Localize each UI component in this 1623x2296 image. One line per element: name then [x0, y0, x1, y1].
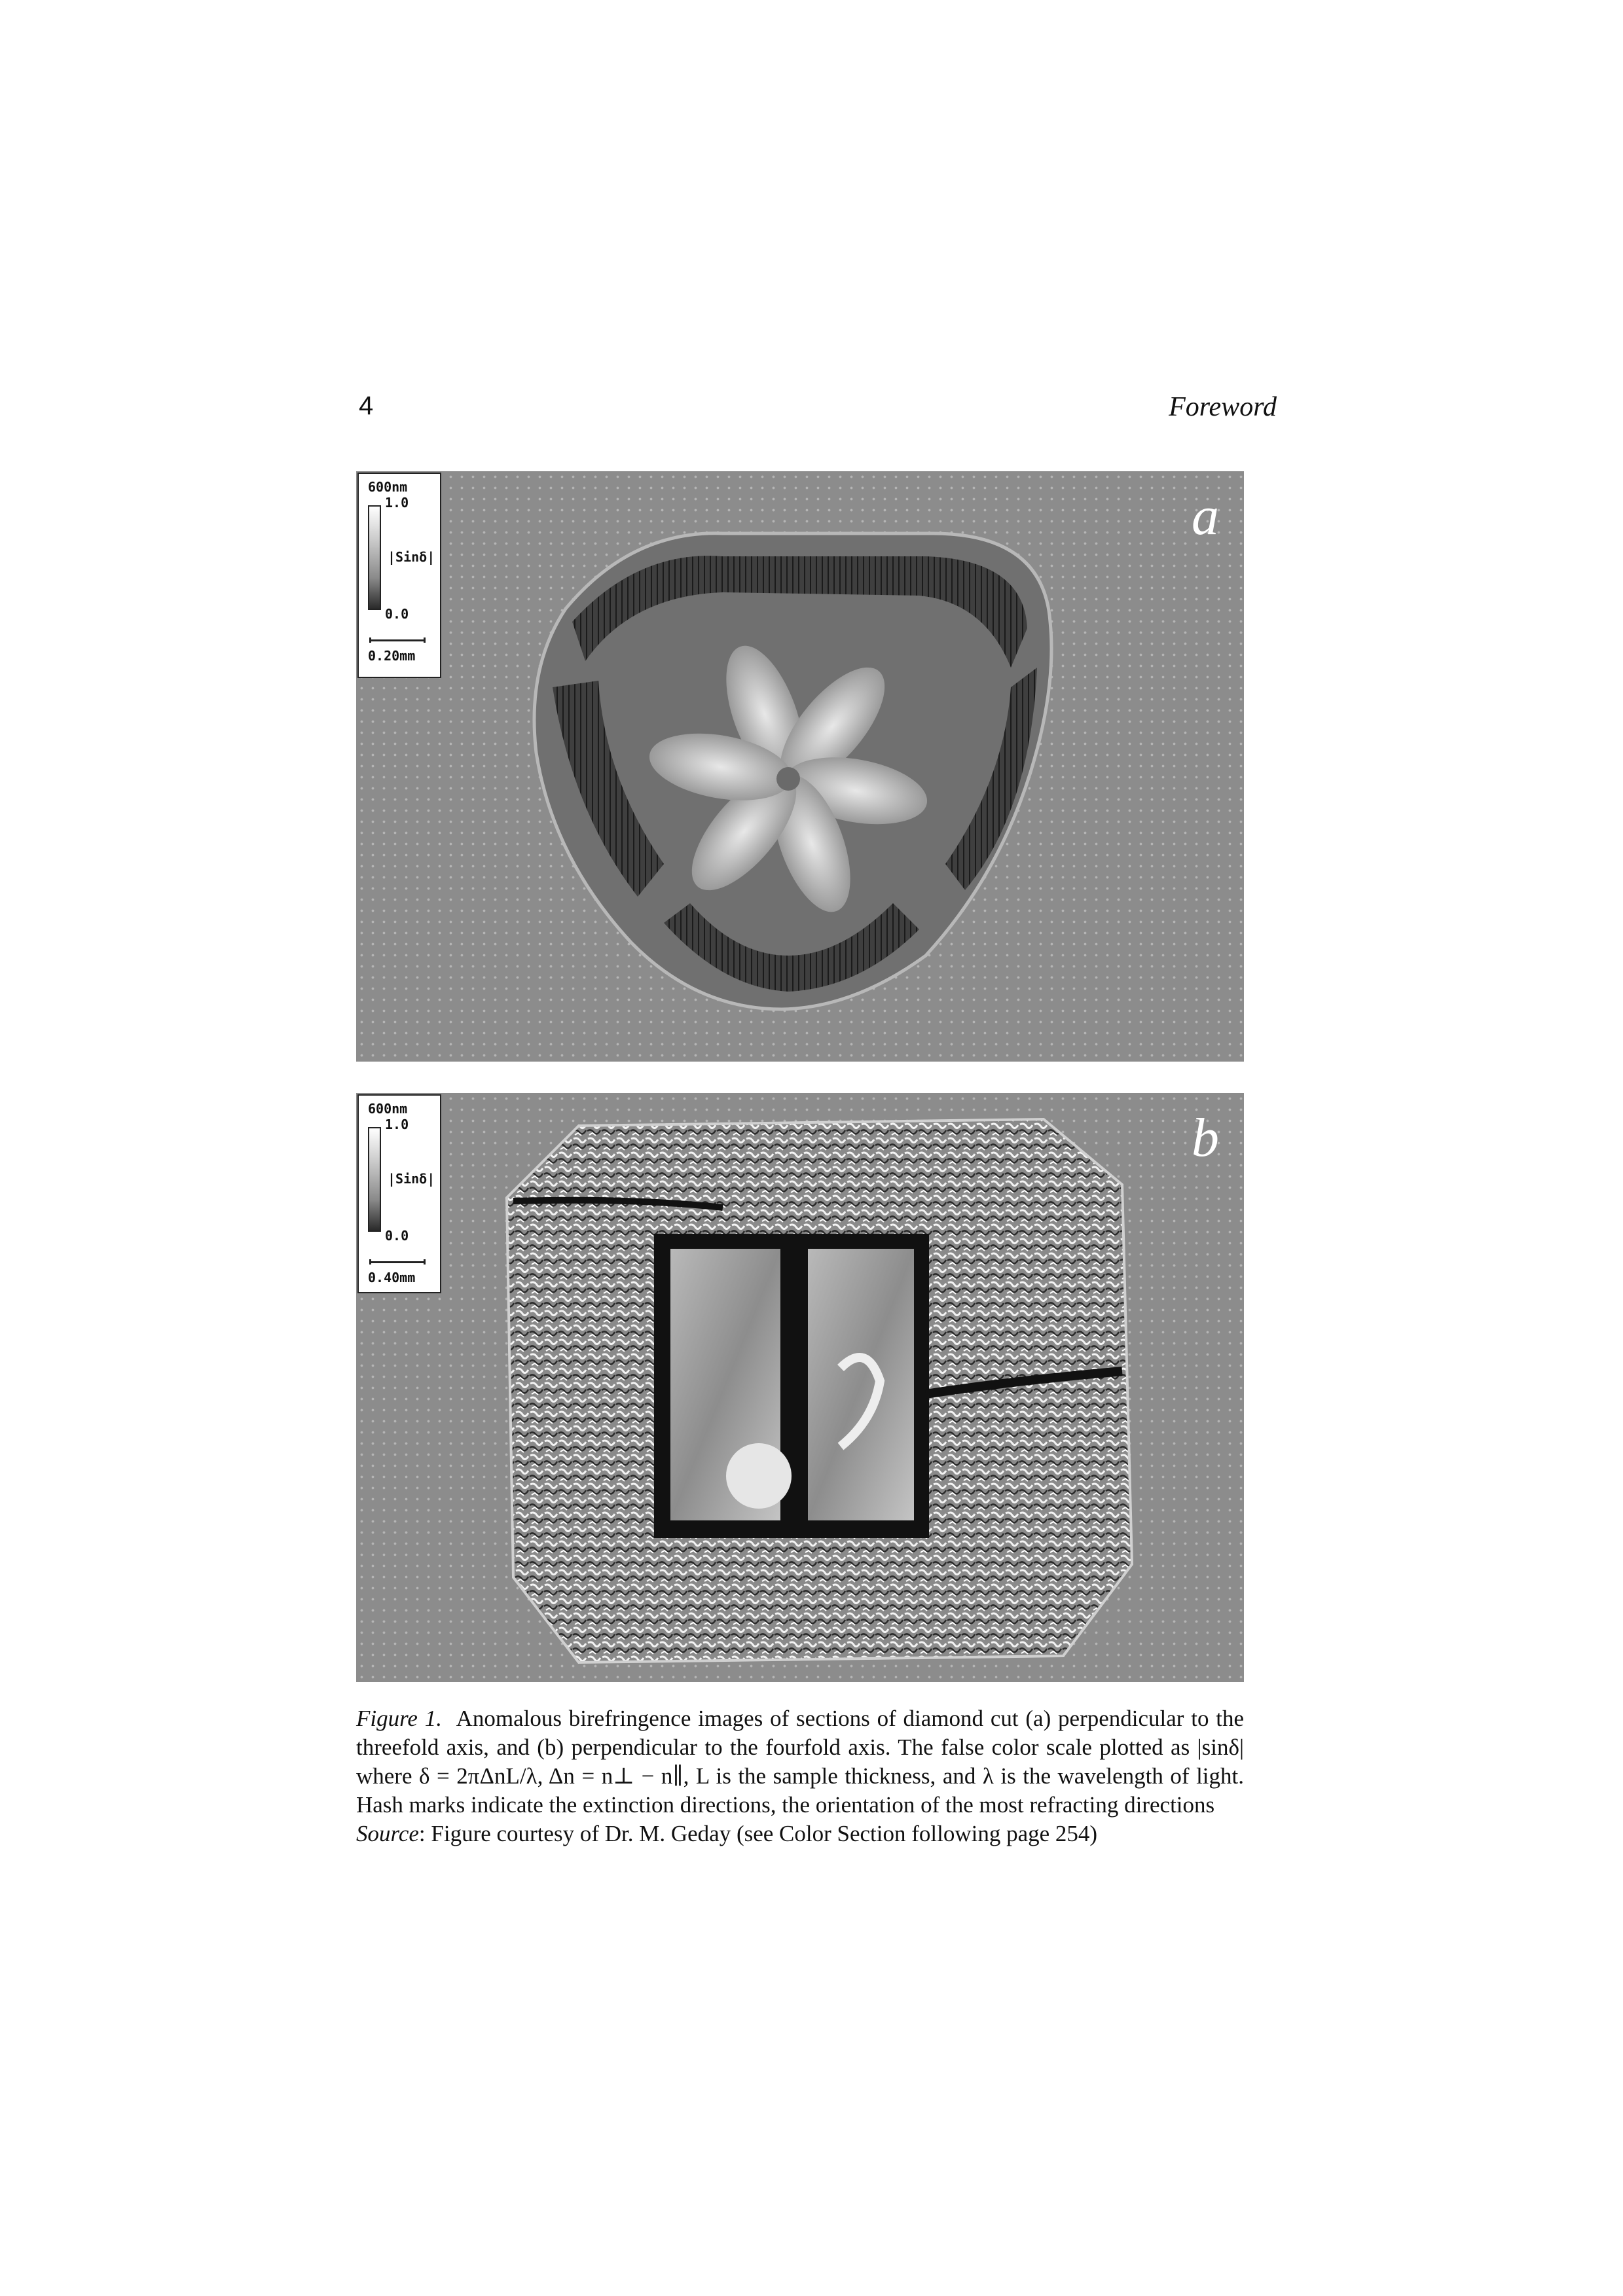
caption-figure-label: Figure 1. — [356, 1706, 443, 1731]
caption-body — [356, 1704, 1244, 1820]
scale-wavelength-b: 600nm — [368, 1101, 408, 1117]
panel-label-b: b — [1192, 1107, 1219, 1168]
scale-length-b: 0.40mm — [368, 1270, 416, 1285]
scale-quantity-b: |Sinδ| — [388, 1171, 435, 1187]
caption-source-label: Source — [356, 1821, 419, 1846]
birefringence-image-b — [356, 1093, 1244, 1682]
scale-min-b: 0.0 — [385, 1228, 409, 1244]
figure-panel-a — [356, 471, 1244, 1062]
grayscale-bar-b — [368, 1127, 381, 1232]
scale-length-a: 0.20mm — [368, 648, 416, 664]
length-scale-bar-a — [369, 637, 426, 643]
figure-panel-b — [356, 1093, 1244, 1682]
running-head: Foreword — [1169, 392, 1277, 422]
birefringence-image-a — [356, 471, 1244, 1062]
figure-caption — [356, 1704, 1244, 1848]
caption-source-text: : Figure courtesy of Dr. M. Geday (see Color Section following page 254) — [418, 1821, 1098, 1846]
color-scale-legend-a — [357, 473, 441, 678]
color-scale-legend-b — [357, 1094, 441, 1293]
caption-text: Anomalous birefringence images of sections of diamond cut (a) perpendicular to the threefold axis, and (b) perpendicular to the fourfold axis. The false color scale plotted as |sinδ| where δ = 2πΔnL/λ, Δn = n⊥ − n∥, L is the sample thickness, and λ is the wavelength of light. Hash marks indicate the extinction directions, the orientation of the most refracting directions — [356, 1706, 1245, 1818]
page-number: 4 — [359, 391, 374, 420]
scale-max-a: 1.0 — [385, 495, 409, 511]
panel-label-a: a — [1192, 486, 1219, 547]
caption-source — [356, 1820, 1244, 1848]
scale-min-a: 0.0 — [385, 606, 409, 622]
grayscale-bar-a — [368, 505, 381, 610]
scale-quantity-a: |Sinδ| — [388, 549, 435, 565]
scale-max-b: 1.0 — [385, 1117, 409, 1132]
scale-wavelength-a: 600nm — [368, 479, 408, 495]
length-scale-bar-b — [369, 1259, 426, 1265]
